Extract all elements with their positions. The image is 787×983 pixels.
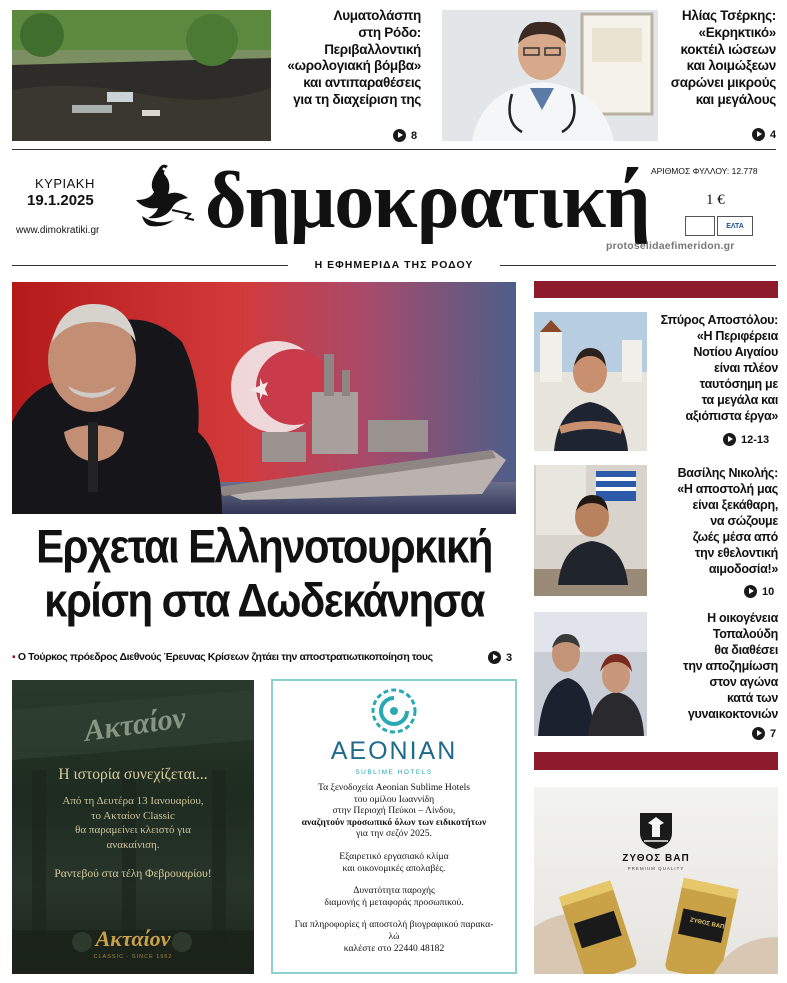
side-story-1-headline[interactable]: Σπύρος Αποστόλου: «Η Περιφέρεια Νοτίου Αιγαίου είναι πλέον ταυτόσημη με τα μεγάλα και αξιόπιστα έργα»	[660, 313, 778, 423]
side-story-2-photo	[534, 465, 647, 596]
lead-page-ref[interactable]: 3	[488, 651, 512, 664]
topaloudi-family-image	[534, 612, 647, 736]
elta-badge	[717, 216, 753, 236]
watermark-site: protoselidaefimeridon.gr	[606, 240, 735, 252]
vap-sub: PREMIUM QUALITY	[627, 866, 685, 871]
elta-logo-icon: ΕΛΤΑ	[726, 222, 744, 230]
aktaion-sign: Ακταίον	[82, 701, 188, 748]
section-bar-bottom	[534, 752, 778, 770]
sludge-site-image	[12, 10, 271, 141]
teaser-left-headline[interactable]: Λυματολάσπη στη Ρόδο: Περιβαλλοντική «ωρολογιακή βόμβα» και αντιπαραθέσεις για τη διαχείριση της	[287, 8, 421, 107]
masthead-top-rule	[12, 149, 776, 150]
aeonian-brand: AEONIAN	[330, 737, 458, 765]
side-story-3-headline[interactable]: Η οικογένεια Τοπαλούδη θα διαθέσει την αποζημίωση στον αγώνα κατά των γυναικοκτονιών	[683, 611, 778, 721]
erdogan-warship-image	[12, 282, 516, 514]
apostolou-portrait-image	[534, 312, 647, 451]
teaser-left-photo	[12, 10, 271, 141]
aktaion-logo: Ακταίον	[95, 926, 171, 951]
section-bar-top	[534, 281, 778, 298]
aktaion-heading: Η ιστορία συνεχίζεται...	[58, 766, 208, 783]
doctor-portrait-image	[442, 10, 658, 141]
side-story-2-headline[interactable]: Βασίλης Νικολής: «Η αποστολή μας είναι ξεκάθαρη, να σώζουμε ζωές μέσα από την εθελοντική αιμοδοσία!»	[677, 466, 778, 576]
aeonian-logo-icon	[370, 687, 418, 735]
lead-caption[interactable]: ▪ Ο Τούρκος πρόεδρος Διεθνούς Έρευνας Κρίσεων ζητάει την αποστρατιωτικοποίηση τους	[12, 651, 433, 663]
aeonian-sub: SUBLIME HOTELS	[355, 769, 433, 776]
masthead-title: δημοκρατική	[205, 157, 650, 245]
masthead-website[interactable]: www.dimokratiki.gr	[16, 225, 100, 236]
aktaion-body: Από τη Δευτέρα 13 Ιανουαρίου, το Ακταίον Classic θα παραμείνει κλειστό για ανακαίνιση.	[62, 795, 204, 851]
arrow-icon	[744, 585, 757, 598]
bullet-icon: ▪	[12, 651, 18, 663]
vap-brand: ΖΥΘΟΣ ΒΑΠ	[622, 853, 690, 864]
postal-stamp-icon	[685, 216, 715, 236]
aeonian-ad[interactable]	[271, 679, 517, 974]
teaser-right-page-ref[interactable]: 4	[752, 128, 776, 141]
masthead-day: ΚΥΡΙΑΚΗ	[35, 176, 95, 191]
lead-headline[interactable]: Ερχεται Ελληνοτουρκική κρίση στα Δωδεκάνησα	[36, 520, 492, 627]
dove-logo-icon	[128, 160, 200, 232]
masthead-tagline: Η ΕΦΗΜΕΡΙΔΑ ΤΗΣ ΡΟΔΟΥ	[314, 259, 474, 271]
aeonian-body: Τα ξενοδοχεία Aeonian Sublime Hotels του ομίλου Ιωαννίδη στην Περιοχή Πεύκοι – Λίνδου, αναζητούν προσωπικό όλων των ειδικοτήτων για την σεζόν 2025. Εξαιρετικό εργασιακό κλίμα και οικονομικές απολαβές. Δυνατότητα παροχής διαμονής ή μεταφοράς προσωπικού. Για πληροφορίες ή αποστολή βιογραφικού παρακα- λώ καλέστε στο 22440 48182	[294, 782, 494, 954]
tagline-rule-right	[500, 265, 776, 266]
teaser-right-photo	[442, 10, 658, 141]
side-story-2-page-ref[interactable]: 10	[744, 585, 774, 598]
lead-photo	[12, 282, 516, 514]
teaser-right-headline[interactable]: Ηλίας Τσέρκης: «Εκρηκτικό» κοκτέιλ ιώσεων και λοιμώξεων σαρώνει μικρούς και μεγάλους	[670, 8, 776, 107]
masthead-date: 19.1.2025	[27, 192, 94, 209]
aktaion-closing: Ραντεβού στα τέλη Φεβρουαρίου!	[54, 868, 212, 880]
can-label: ΖΥΘΟΣ ΒΑΠ	[689, 917, 725, 931]
arrow-icon	[393, 129, 406, 142]
side-story-3-page-ref[interactable]: 7	[752, 727, 776, 740]
side-story-3-photo	[534, 612, 647, 736]
masthead-price: 1 €	[706, 192, 725, 208]
arrow-icon	[723, 433, 736, 446]
aktaion-ad[interactable]	[12, 680, 254, 974]
arrow-icon	[752, 128, 765, 141]
side-story-1-page-ref[interactable]: 12-13	[723, 433, 769, 446]
masthead-issue: ΑΡΙΘΜΟΣ ΦΥΛΛΟΥ: 12.778	[651, 166, 758, 176]
teaser-left-page-ref[interactable]: 8	[393, 129, 417, 142]
vap-beer-ad[interactable]	[534, 787, 778, 974]
arrow-icon	[488, 651, 501, 664]
nikolis-portrait-image	[534, 465, 647, 596]
aktaion-logo-sub: CLASSIC · SINCE 1962	[93, 954, 173, 960]
beer-cans-image	[534, 787, 778, 974]
arrow-icon	[752, 727, 765, 740]
side-story-1-photo	[534, 312, 647, 451]
tagline-rule-left	[12, 265, 288, 266]
